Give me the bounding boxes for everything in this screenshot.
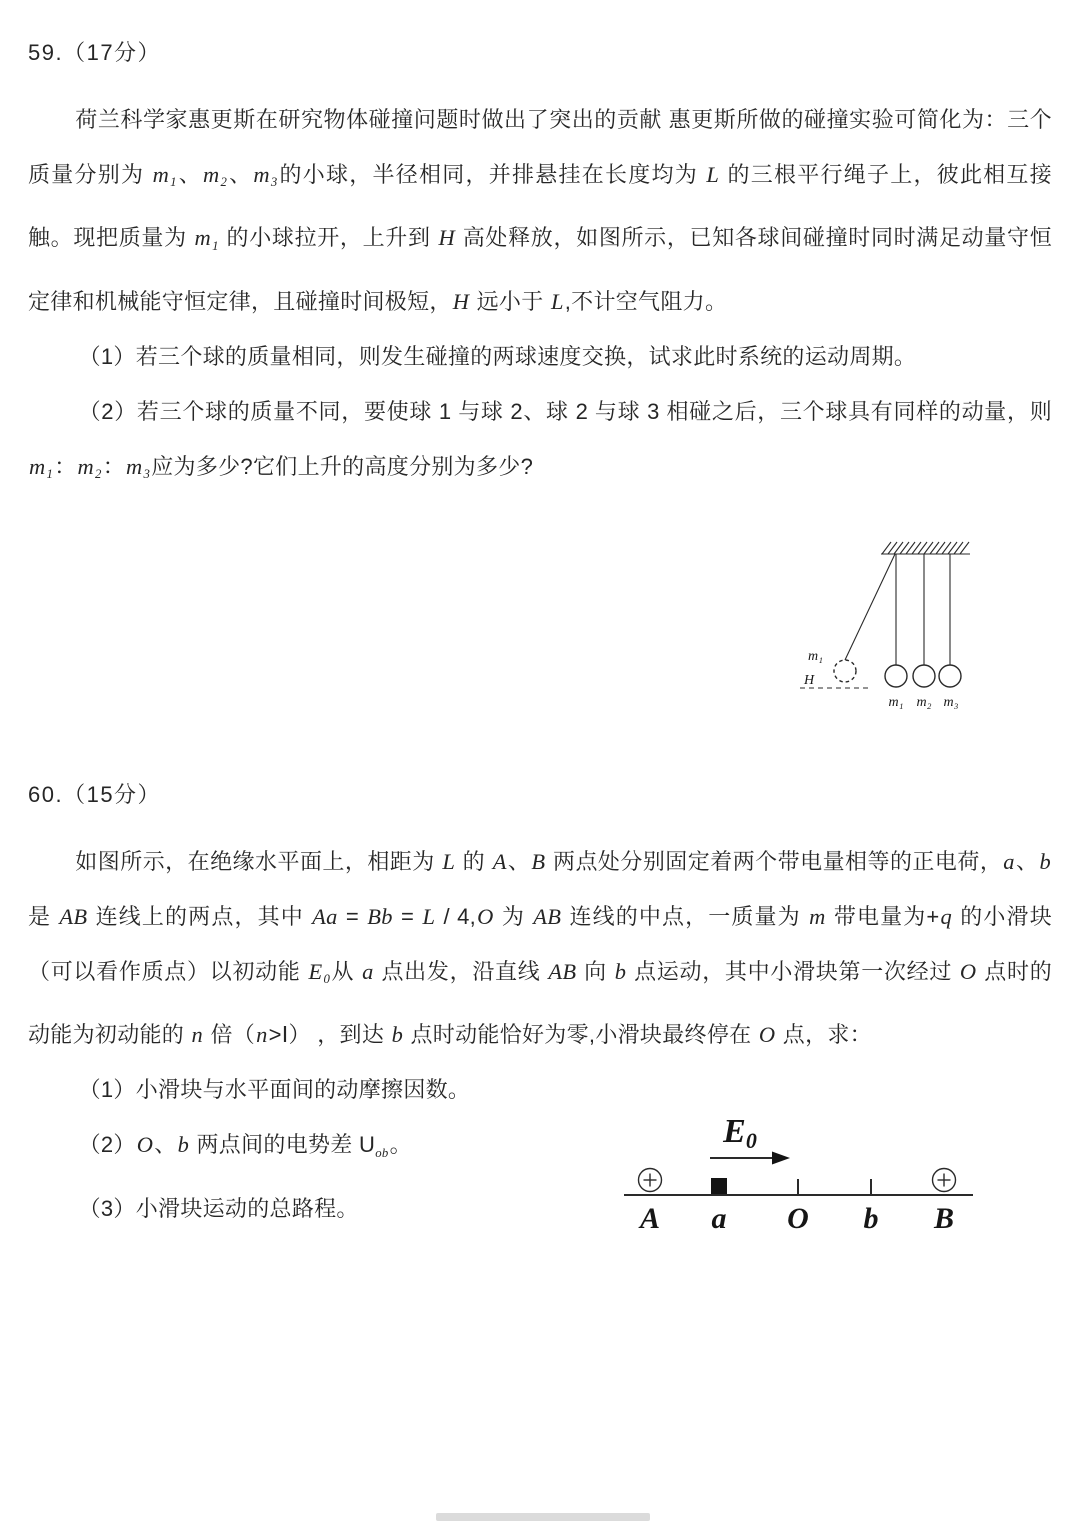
slider-block xyxy=(711,1178,727,1194)
positive-charge-b-icon xyxy=(933,1169,956,1192)
question-59-part-1: （1）若三个球的质量相同，则发生碰撞的两球速度交换，试求此时系统的运动周期。 xyxy=(78,343,917,369)
pulled-ball-label: m₁ xyxy=(808,649,823,664)
ball-m2 xyxy=(913,665,935,687)
question-60-part-2: （2）O、b 两点间的电势差 $U_{ob}$。 xyxy=(78,1132,412,1160)
next-page-cut-text xyxy=(436,1513,650,1521)
charge-line-figure xyxy=(610,1108,988,1236)
question-60-stem: 如图所示，在绝缘水平面上，相距为 L 的 A、B 两点处分别固定着两个带电量相等的正电荷，a、b 是 AB 连线上的两点，其中 Aa = Bb = L / 4,O 为 AB 连线的中点，一质量为 m 带电量为+q 的小滑块（可以看作质点）以初动能 $E_0$从 a 点出发，沿直线 AB 向 b 点运动，其中小滑块第一次经过 O 点时的动能为初动能的 n 倍（n>Ⅰ） ，到达 b 点时动能恰好为零,小滑块最终停在 O 点，求： xyxy=(28,849,1052,1048)
ball-m3 xyxy=(939,665,961,687)
question-59 xyxy=(28,36,1052,502)
pendulum-figure-svg xyxy=(778,538,1003,713)
point-label-a: a xyxy=(711,1202,727,1235)
point-label-A: A xyxy=(639,1202,661,1235)
point-label-O: O xyxy=(787,1202,809,1235)
ball-label-m2: m₂ xyxy=(916,695,932,710)
question-59-part-2: （2）若三个球的质量不同，要使球 1 与球 2、球 2 与球 3 相碰之后，三个球具有同样的动量，则 $m_1$：$m_2$：$m_3$应为多少?它们上升的高度分别为多少? xyxy=(29,398,1052,482)
question-60-part-3: （3）小滑块运动的总路程。 xyxy=(78,1195,359,1221)
ball-label-m1: m₁ xyxy=(888,695,904,710)
pulled-ball-dashed xyxy=(834,660,856,682)
charge-line-figure-svg xyxy=(610,1108,988,1236)
direction-arrow xyxy=(710,1152,790,1165)
question-60-number: 60.（15分） xyxy=(28,782,162,807)
positive-charge-a-icon xyxy=(639,1169,662,1192)
height-label: H xyxy=(804,673,815,688)
ball-m1 xyxy=(885,665,907,687)
ceiling-hatch xyxy=(881,542,970,554)
point-label-b: b xyxy=(863,1202,879,1235)
pendulum-strings xyxy=(845,554,950,665)
initial-kinetic-energy-label: E0 xyxy=(723,1113,757,1153)
point-label-B: B xyxy=(933,1202,955,1235)
pendulum-figure xyxy=(778,538,1003,713)
question-59-stem: 荷兰科学家惠更斯在研究物体碰撞问题时做出了突出的贡献 惠更斯所做的碰撞实验可简化为：三个质量分别为 $m_1$、$m_2$、$m_3$的小球，半径相同，并排悬挂在长度均为 L 的三根平行绳子上，彼此相互接触。现把质量为 $m_1$ 的小球拉开，上升到 H 高处释放，如图所示，已知各球间碰撞时同时满足动量守恒定律和机械能守恒定律，且碰撞时间极短，H 远小于 L,不计空气阻力。 xyxy=(28,107,1052,314)
question-60-part-1: （1）小滑块与水平面间的动摩擦因数。 xyxy=(78,1077,471,1103)
question-59-number: 59.（17分） xyxy=(28,40,162,65)
ball-label-m3: m₃ xyxy=(943,695,959,710)
